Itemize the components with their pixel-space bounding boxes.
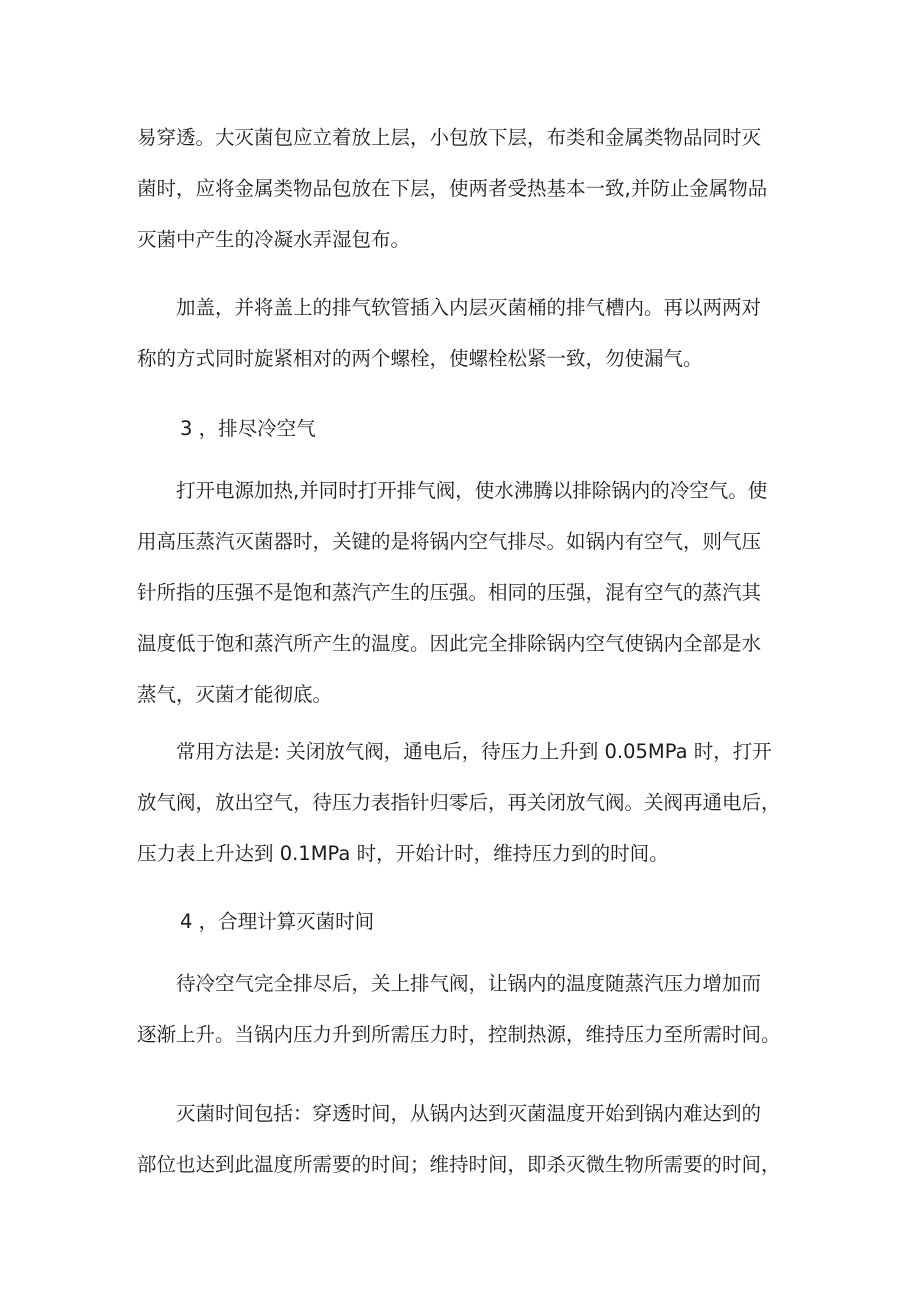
text-line: 压力表上升达到 0.1MPa 时，开始计时，维持压力到的时间。 xyxy=(137,842,669,865)
text-line: 打开电源加热,并同时打开排气阀，使水沸腾以排除锅内的冷空气。使 xyxy=(137,479,768,502)
paragraph-3 xyxy=(137,465,797,720)
text-line: 加盖，并将盖上的排气软管插入内层灭菌桶的排气槽内。再以两两对 xyxy=(137,296,762,319)
text-line: 温度低于饱和蒸汽所产生的温度。因此完全排除锅内空气使锅内全部是水 xyxy=(137,632,762,655)
section-heading-4: 4 ，合理计算灭菌时间 xyxy=(180,910,375,933)
text-line: 菌时，应将金属类物品包放在下层，使两者受热基本一致,并防止金属物品 xyxy=(137,177,768,200)
paragraph-1 xyxy=(137,112,797,265)
paragraph-5 xyxy=(137,958,797,1060)
text-line: 放气阀，放出空气，待压力表指针归零后，再关闭放气阀。关阀再通电后， xyxy=(137,791,781,814)
text-line: 称的方式同时旋紧相对的两个螺栓，使螺栓松紧一致，勿使漏气。 xyxy=(137,347,703,370)
paragraph-2 xyxy=(137,282,797,384)
text-line: 灭菌中产生的冷凝水弄湿包布。 xyxy=(137,228,411,251)
text-line: 易穿透。大灭菌包应立着放上层，小包放下层，布类和金属类物品同时灭 xyxy=(137,126,762,149)
text-line: 待冷空气完全排尽后，关上排气阀，让锅内的温度随蒸汽压力增加而 xyxy=(137,972,762,995)
text-line: 用高压蒸汽灭菌器时，关键的是将锅内空气排尽。如锅内有空气，则气压 xyxy=(137,530,762,553)
paragraph-6 xyxy=(137,1088,797,1190)
text-line: 常用方法是: 关闭放气阀，通电后，待压力上升到 0.05MPa 时，打开 xyxy=(137,740,772,763)
text-line: 部位也达到此温度所需要的时间；维持时间，即杀灭微生物所需要的时间， xyxy=(137,1153,781,1176)
text-line: 针所指的压强不是饱和蒸汽产生的压强。相同的压强，混有空气的蒸汽其 xyxy=(137,581,762,604)
text-line: 逐渐上升。当锅内压力升到所需压力时，控制热源，维持压力至所需时间。 xyxy=(137,1023,781,1046)
paragraph-4 xyxy=(137,726,797,879)
text-line: 蒸气，灭菌才能彻底。 xyxy=(137,683,333,706)
section-heading-3: 3 ，排尽冷空气 xyxy=(180,417,316,440)
text-line: 灭菌时间包括：穿透时间，从锅内达到灭菌温度开始到锅内难达到的 xyxy=(137,1102,762,1125)
